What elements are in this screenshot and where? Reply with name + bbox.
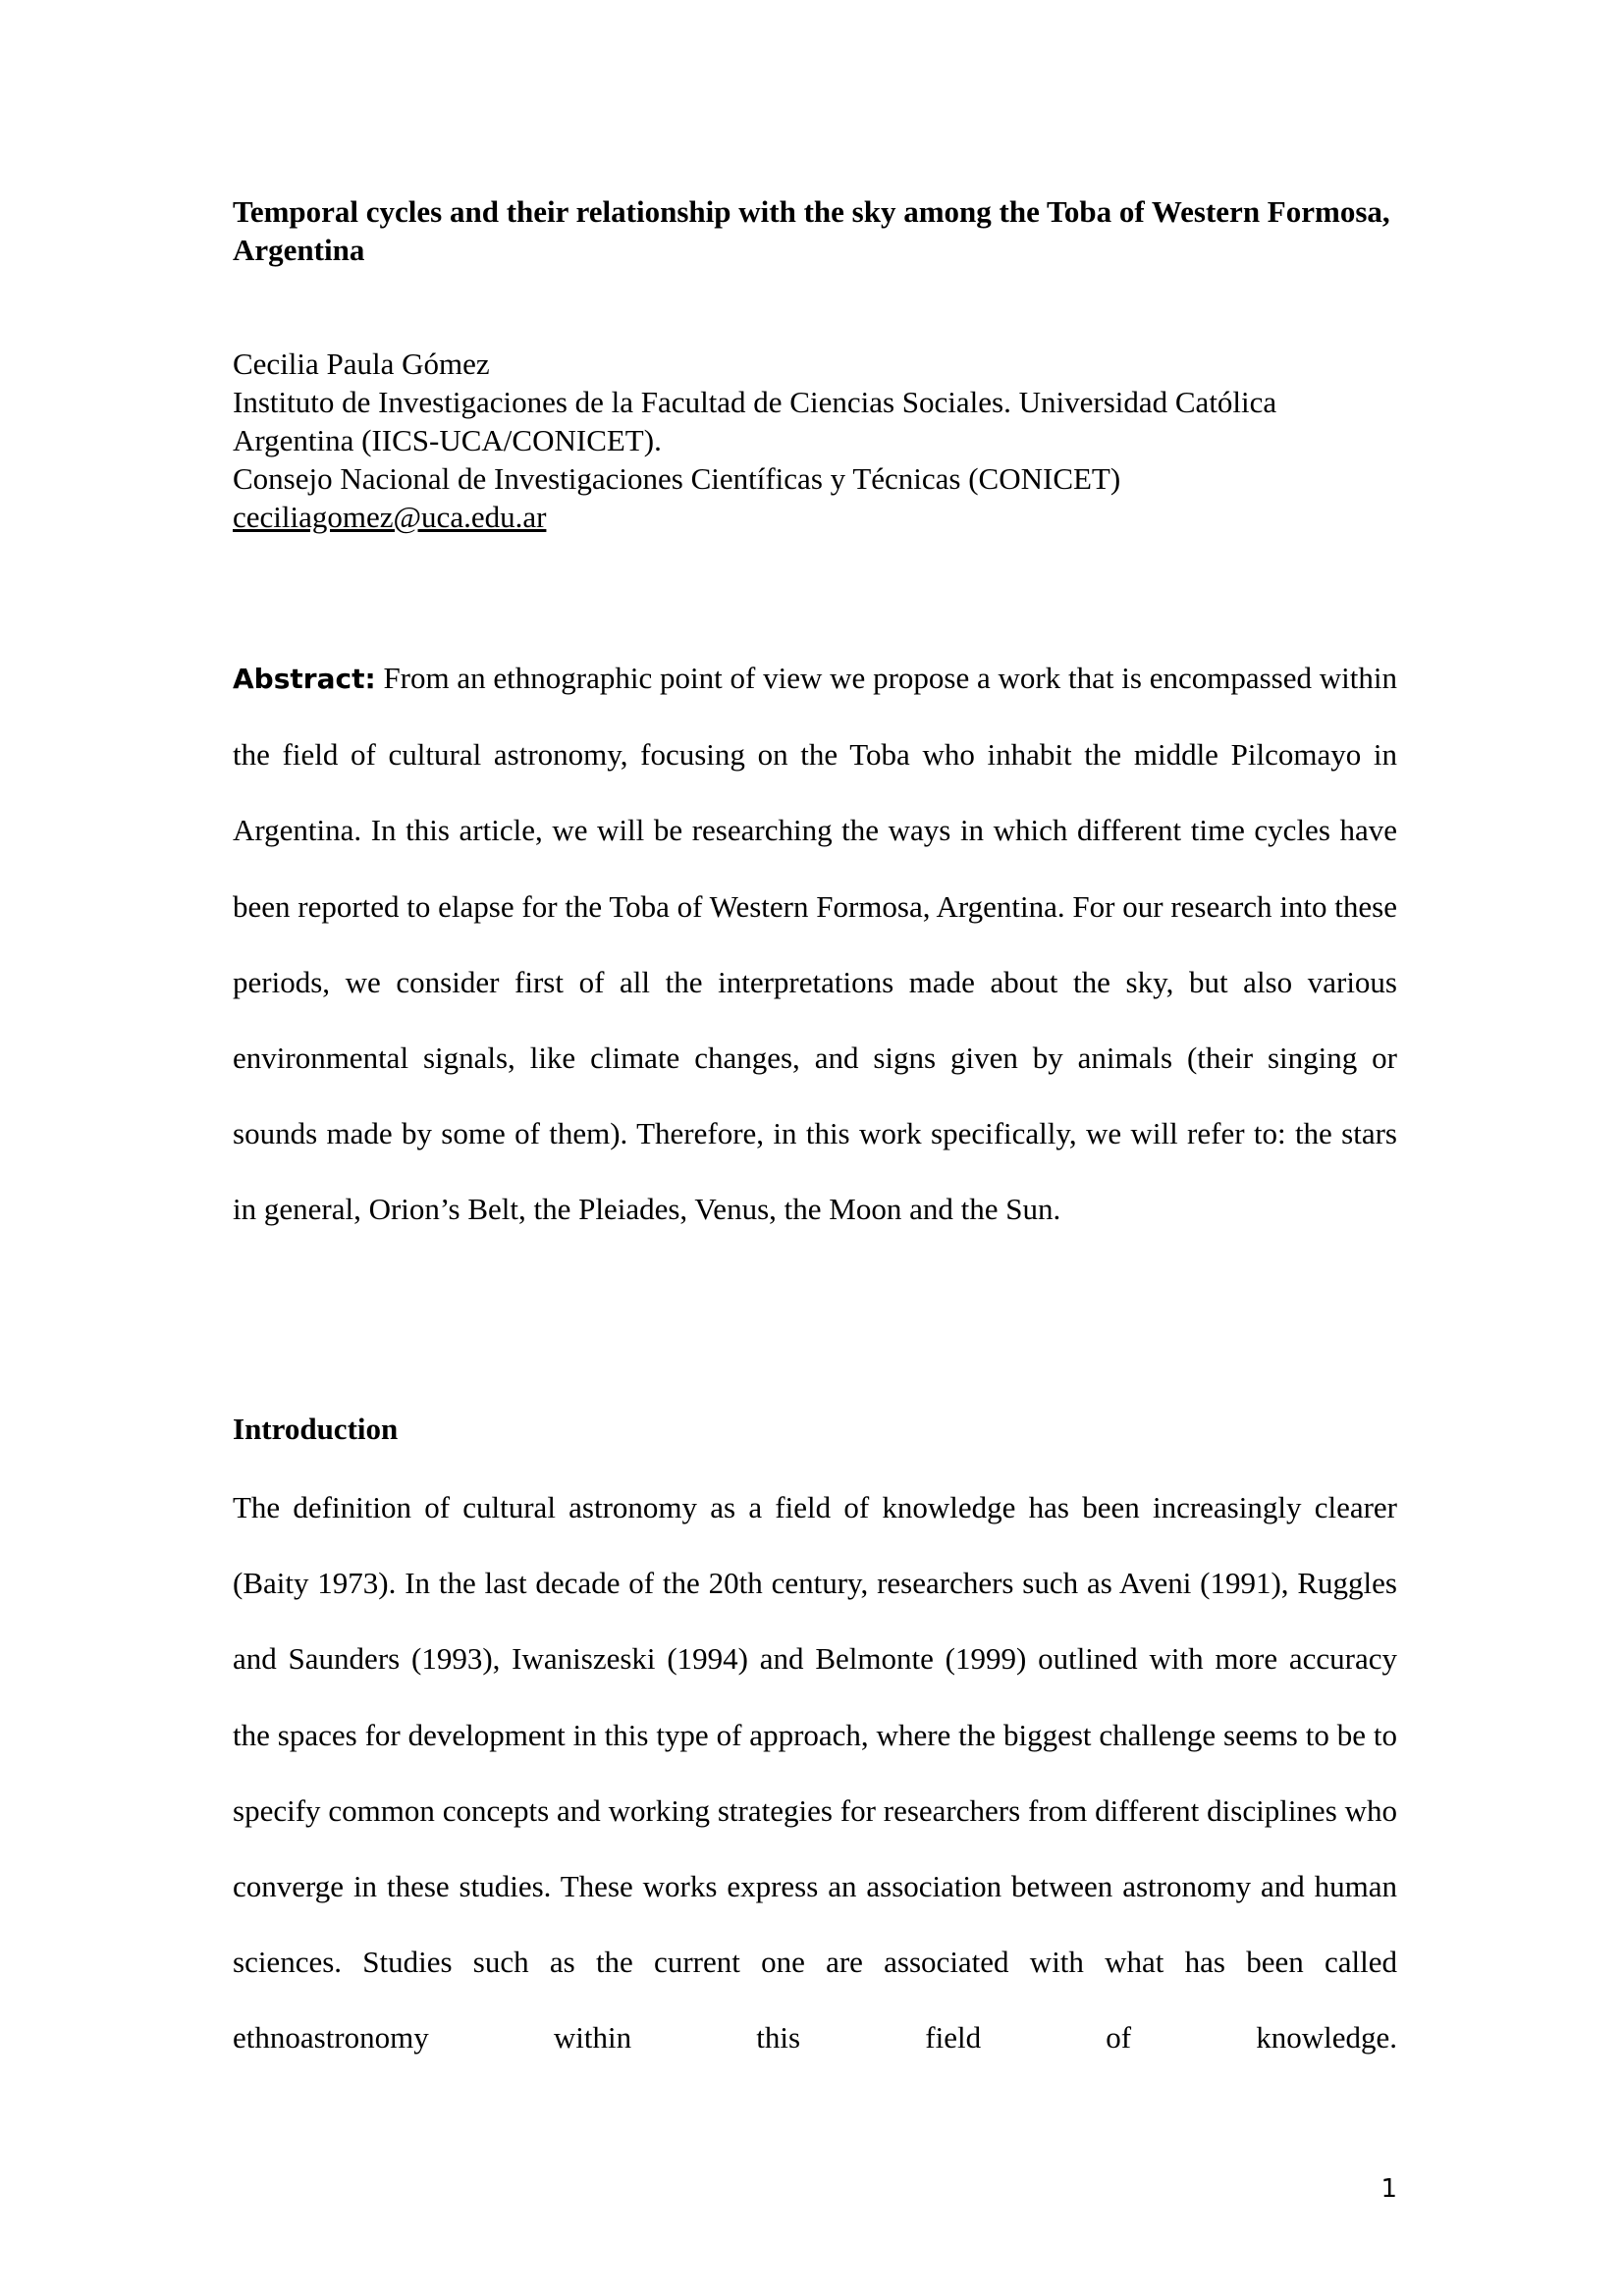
affiliation-line-2: Argentina (IICS-UCA/CONICET). [233,423,662,457]
abstract-label: Abstract: [233,663,376,695]
abstract-paragraph [233,640,1397,1248]
introduction-heading: Introduction [233,1412,399,1446]
affiliation-line-3: Consejo Nacional de Investigaciones Científicas y Técnicas (CONICET) [233,461,1121,496]
page-number: 1 [1380,2174,1397,2204]
author-block [233,345,1411,536]
affiliation-line-1: Instituto de Investigaciones de la Facultad de Ciencias Sociales. Universidad Católica [233,385,1277,419]
abstract-text: From an ethnographic point of view we propose a work that is encompassed within the field of cultural astronomy, focusing on the Toba who inhabit the middle Pilcomayo in Argentina. In this article, we will be researching the ways in which different time cycles have been reported to elapse for the Toba of Western Formosa, Argentina. For our research into these periods, we consider first of all the interpretations made about the sky, but also various environmental signals, like climate changes, and signs given by animals (their singing or sounds made by some of them). Therefore, in this work specifically, we will refer to: the stars in general, Orion’s Belt, the Pleiades, Venus, the Moon and the Sun. [233,661,1398,1227]
introduction-paragraph: The definition of cultural astronomy as a field of knowledge has been increasingly clearer (Baity 1973). In the last decade of the 20th century, researchers such as Aveni (1991), Ruggles and Saunders (1993), Iwaniszeski (1994) and Belmonte (1999) outlined with more accuracy the spaces for development in this type of approach, where the biggest challenge seems to be to specify common concepts and working strategies for researchers from different disciplines who converge in these studies. These works express an association between astronomy and human sciences. Studies such as the current one are associated with what has been called ethnoastronomy within this field of knowledge. [233,1490,1397,2056]
author-name: Cecilia Paula Gómez [233,347,490,381]
author-email-link[interactable]: ceciliagomez@uca.edu.ar [233,500,547,534]
paper-title: Temporal cycles and their relationship with the sky among the Toba of Western Formosa, Argentina [233,194,1390,267]
